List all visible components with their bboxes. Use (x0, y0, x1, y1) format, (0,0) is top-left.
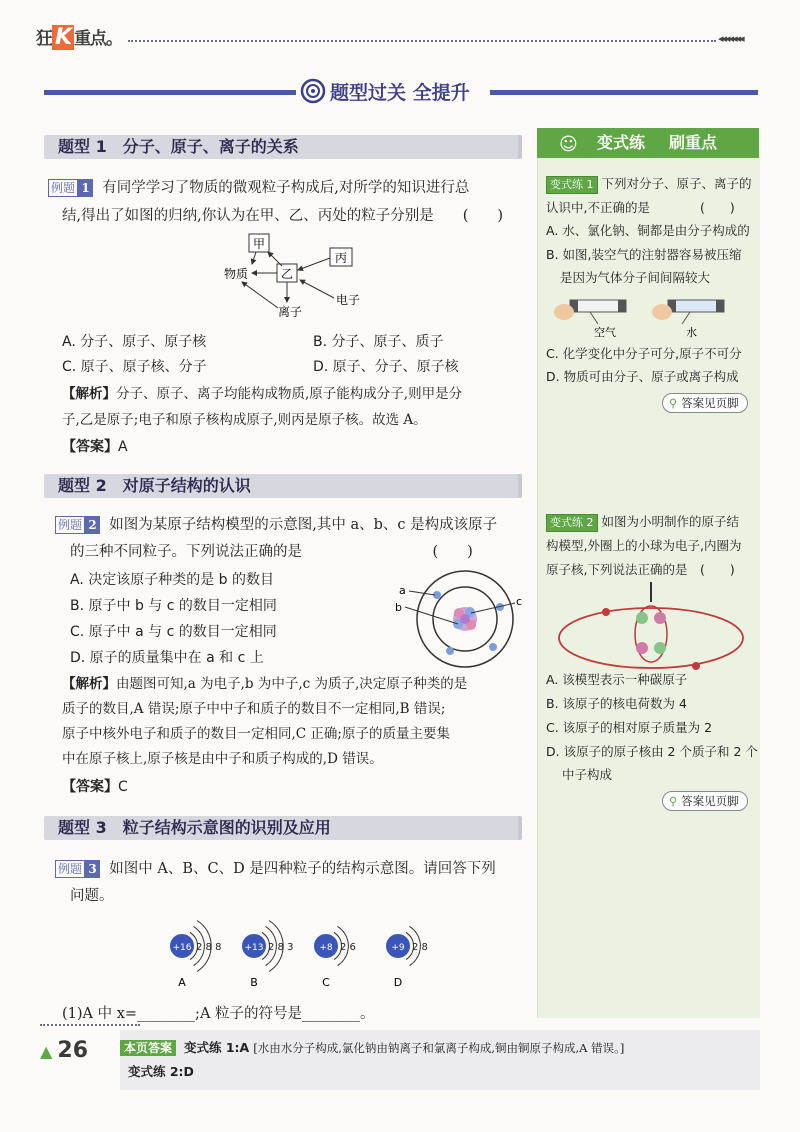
example-1-stem-2: 结,得出了如图的归纳,你认为在甲、乙、丙处的粒子分别是 ( ) (62, 208, 504, 224)
v2-option-d-1: D. 该原子的原子核由 2 个质子和 2 个 (546, 744, 758, 759)
answer-1-label: 变式练 1:A (184, 1040, 250, 1055)
v1-stem-1: 下列对分子、原子、离子的 (601, 176, 752, 191)
v2-option-c: C. 该原子的相对原子质量为 2 (546, 720, 713, 735)
ex3-question-1: (1)A 中 x=________;A 粒子的符号是________。 (62, 1006, 375, 1022)
v2-stem-3: 原子核,下列说法正确的是 ( ) (546, 562, 735, 577)
label-dianzi: 电子 (336, 293, 361, 307)
banner-line-left (44, 90, 296, 95)
brand-k: K (52, 25, 74, 50)
ex1-answer (62, 435, 128, 459)
example-3-stem-2: 问题。 (70, 888, 114, 904)
shell-electrons: 2 8 3 (268, 942, 294, 953)
particle-letter: D (393, 976, 403, 989)
solution-label: 【解析】 (62, 386, 116, 402)
example-1-stem-1: 有同学学习了物质的微观粒子构成后,对所学的知识进行总 (102, 180, 470, 196)
v1-option-b-2: 是因为气体分子间间隔较大 (560, 270, 711, 285)
label-c: c (516, 595, 523, 608)
banner-icon (300, 78, 326, 104)
side-head-1: 变式练 (597, 133, 646, 152)
brand-text-b: 重点。 (74, 29, 123, 49)
answer-value: C (118, 779, 128, 795)
example-tag: 例题 (55, 516, 85, 534)
v1-option-c: C. 化学变化中分子可分,原子不可分 (546, 346, 742, 361)
example-2-line-1 (55, 513, 535, 537)
page-number: 26 (57, 1038, 89, 1063)
v1-line-1 (546, 172, 756, 195)
ex2-option-b: B. 原子中 b 与 c 的数目一定相同 (70, 598, 277, 614)
v1-option-a: A. 水、氯化钠、铜都是由分子构成的 (546, 223, 750, 238)
particle-letter: A (178, 976, 186, 989)
v2-option-a: A. 该模型表示一种碳原子 (546, 672, 688, 687)
nucleus-charge: +8 (319, 943, 333, 953)
footer-answer-line-2: 变式练 2:D (128, 1064, 194, 1079)
footer-answer-line-1 (120, 1038, 760, 1056)
label-water: 水 (686, 326, 697, 339)
label-lizi: 离子 (278, 305, 303, 319)
particle-structure-diagrams (160, 918, 460, 998)
particle-letter: B (250, 976, 258, 989)
nucleus-charge: +16 (172, 943, 192, 953)
header-arrows: ◂◂◂◂◂◂◂ (718, 32, 743, 45)
mountain-icon: ▲ (40, 1042, 53, 1061)
brand-logo (36, 24, 122, 50)
variant-practice-header (537, 128, 759, 158)
answer-label: 【答案】 (62, 439, 118, 455)
v2-answer-link[interactable] (662, 791, 748, 811)
ex1-solution-1 (62, 382, 532, 406)
label-bing: 丙 (334, 251, 348, 265)
example-number: 3 (85, 860, 100, 878)
answer-pill-text: 答案见页脚 (681, 396, 739, 410)
page-number-badge (40, 1038, 88, 1063)
section-header-3: 题型 3 粒子结构示意图的识别及应用 (44, 816, 522, 840)
banner-title: 题型过关 全提升 (330, 82, 470, 104)
student-icon: ☺ (559, 134, 578, 155)
page-answer-tag: 本页答案 (120, 1040, 176, 1056)
shell-electrons: 2 8 (412, 942, 428, 953)
example-1-line-1 (48, 176, 528, 200)
solution-text: 分子、原子、离子均能构成物质,原子能构成分子,则甲是分 (116, 386, 463, 402)
answer-pill-text: 答案见页脚 (681, 794, 739, 808)
example-2-stem-1: 如图为某原子结构模型的示意图,其中 a、b、c 是构成该原子 (109, 517, 498, 533)
example-number: 1 (78, 179, 93, 197)
answer-1-text: [水由水分子构成,氯化钠由钠离子和氯离子构成,铜由铜原子构成,A 错误。] (253, 1041, 625, 1055)
example-tag: 例题 (55, 860, 85, 878)
ex2-option-d: D. 原子的质量集中在 a 和 c 上 (70, 650, 264, 666)
answer-value: A (118, 439, 128, 455)
particle-diagram-B (242, 921, 293, 990)
label-a: a (399, 584, 406, 597)
example-2-stem-2: 的三种不同粒子。下列说法正确的是 ( ) (70, 544, 473, 560)
ex1-option-d: D. 原子、分子、原子核 (313, 359, 459, 375)
shell-electrons: 2 8 8 (196, 942, 222, 953)
example-tag: 例题 (48, 179, 78, 197)
label-wuzhi: 物质 (224, 267, 249, 281)
particle-relation-diagram (220, 232, 420, 322)
ex1-option-c: C. 原子、原子核、分子 (62, 359, 207, 375)
ex1-option-a: A. 分子、原子、原子核 (62, 334, 207, 350)
atom-model-diagram (395, 565, 525, 675)
example-number: 2 (85, 516, 100, 534)
nucleus-charge: +13 (244, 943, 264, 953)
header-dotted-line (128, 40, 716, 42)
v2-stem-2: 构模型,外圈上的小球为电子,内圈为 (546, 538, 742, 553)
nucleus-charge: +9 (391, 943, 405, 953)
v1-answer-link[interactable] (662, 393, 748, 413)
v2-option-b: B. 该原子的核电荷数为 4 (546, 696, 687, 711)
v1-option-d: D. 物质可由分子、原子或离子构成 (546, 369, 739, 384)
syringe-diagram (550, 292, 750, 342)
label-b: b (395, 601, 402, 614)
atom-model-v2 (546, 580, 756, 670)
particle-diagram-C (314, 926, 356, 989)
label-air: 空气 (594, 326, 616, 339)
solution-label: 【解析】 (62, 676, 116, 692)
v2-option-d-2: 中子构成 (562, 767, 613, 782)
key-icon: ⚲ (669, 396, 678, 410)
example-3-line-1 (55, 857, 535, 881)
ex2-solution-2: 质子的数目,A 错误;原子中中子和质子的数目不一定相同,B 错误; (62, 701, 446, 717)
ex2-solution-3: 原子中核外电子和质子的数目一定相同,C 正确;原子的质量主要集 (62, 726, 450, 742)
ex2-solution-4: 中在原子核上,原子核是由中子和质子构成的,D 错误。 (62, 751, 383, 767)
brand-text-a: 狂 (36, 29, 52, 49)
label-yi: 乙 (280, 267, 294, 281)
v1-option-b-1: B. 如图,装空气的注射器容易被压缩 (546, 247, 742, 262)
ex1-option-b: B. 分子、原子、质子 (313, 334, 444, 350)
v2-stem-1: 如图为小明制作的原子结 (601, 514, 739, 529)
particle-diagram-A (170, 921, 221, 990)
particle-letter: C (322, 976, 330, 989)
footer-dotted-line (40, 1024, 140, 1026)
shell-electrons: 2 6 (340, 942, 356, 953)
side-head-2: 刷重点 (669, 133, 718, 152)
label-jia: 甲 (252, 237, 266, 251)
v2-line-1 (546, 510, 756, 533)
example-3-stem-1: 如图中 A、B、C、D 是四种粒子的结构示意图。请回答下列 (109, 861, 496, 877)
answer-label: 【答案】 (62, 779, 118, 795)
ex2-solution-1 (62, 672, 532, 696)
ex2-option-a: A. 决定该原子种类的是 b 的数目 (70, 572, 275, 588)
banner-line-right (490, 90, 758, 95)
solution-text: 由题图可知,a 为电子,b 为中子,c 为质子,决定原子种类的是 (116, 676, 468, 692)
variant-tag-1: 变式练 1 (546, 176, 598, 194)
ex2-answer (62, 775, 128, 799)
ex2-option-c: C. 原子中 a 与 c 的数目一定相同 (70, 624, 277, 640)
swirl-icon (300, 78, 326, 104)
particle-diagram-D (386, 926, 428, 989)
variant-tag-2: 变式练 2 (546, 514, 598, 532)
ex1-solution-2: 子,乙是原子;电子和原子核构成原子,则丙是原子核。故选 A。 (62, 412, 427, 428)
key-icon: ⚲ (669, 794, 678, 808)
section-header-1: 题型 1 分子、原子、离子的关系 (44, 135, 522, 159)
section-header-2: 题型 2 对原子结构的认识 (44, 474, 522, 498)
v1-stem-2: 认识中,不正确的是 ( ) (546, 200, 735, 215)
